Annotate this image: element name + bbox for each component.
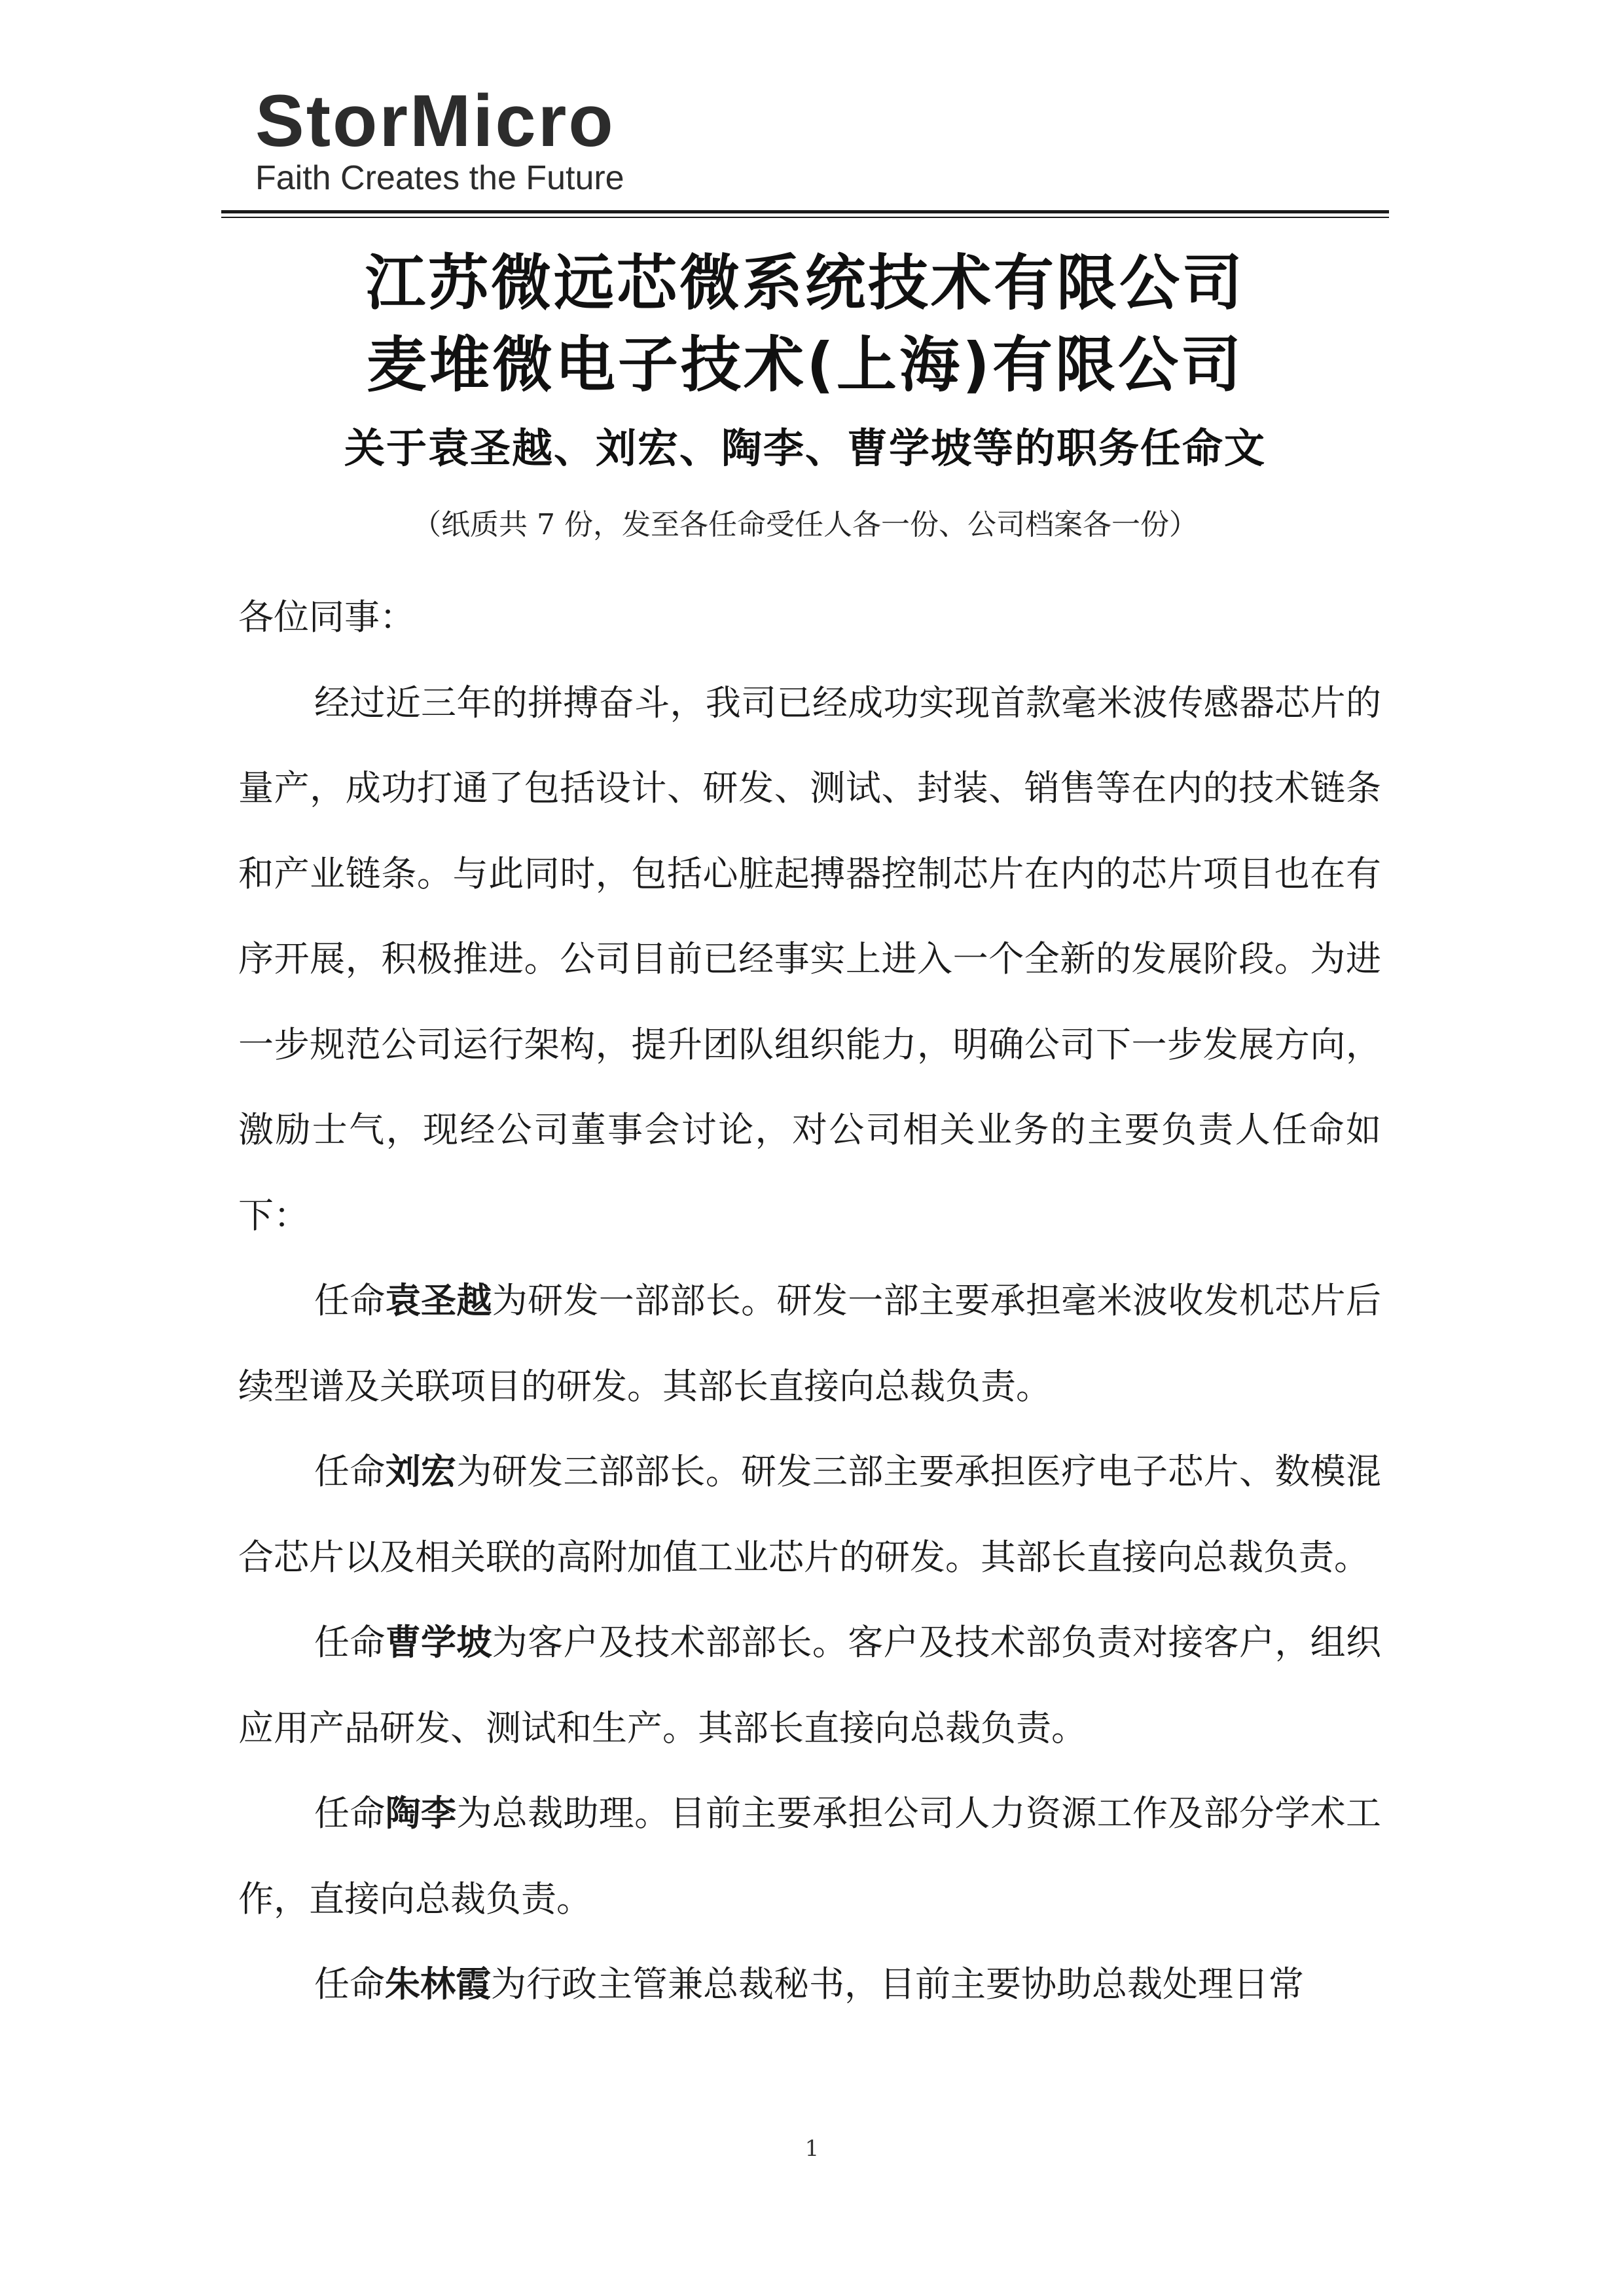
company-logo — [255, 79, 713, 198]
appointment-prefix: 任命 — [314, 1793, 386, 1834]
company-name-2: 麦堆微电子技术(上海)有限公司 — [366, 330, 1244, 400]
logo-tagline: Faith Creates the Future — [255, 159, 624, 197]
appointment-prefix: 任命 — [314, 1963, 385, 2005]
company-name-1: 江苏微远芯微系统技术有限公司 — [365, 248, 1245, 318]
appointment-paragraph — [238, 1942, 1381, 2028]
appointment-text: 为行政主管兼总裁秘书，目前主要协助总裁处理日常 — [491, 1963, 1304, 2005]
appointment-prefix: 任命 — [314, 1451, 386, 1492]
appointment-paragraph — [238, 1771, 1381, 1942]
appointment-prefix: 任命 — [314, 1622, 386, 1663]
appointment-paragraph — [238, 1600, 1381, 1771]
document-body — [238, 575, 1381, 2028]
copies-note: （纸质共 7 份，发至各任命受任人各一份、公司档案各一份） — [412, 508, 1198, 541]
appointment-text: 为总裁助理。目前主要承担公司人力资源工作及部分学术工作，直接向总裁负责。 — [238, 1793, 1382, 1920]
document-subject: 关于袁圣越、刘宏、陶李、曹学坡等的职务任命文 — [344, 424, 1266, 472]
salutation: 各位同事： — [238, 596, 415, 638]
intro-paragraph: 经过近三年的拼搏奋斗，我司已经成功实现首款毫米波传感器芯片的量产，成功打通了包括设计、研发、测试、封装、销售等在内的技术链条和产业链条。与此同时，包括心脏起搏器控制芯片在内的芯片项目也在有序开展，积极推进。公司目前已经事实上进入一个全新的发展阶段。为进一步规范公司运行架构，提升团队组织能力，明确公司下一步发展方向，激励士气，现经公司董事会讨论，对公司相关业务的主要负责人任命如下： — [238, 682, 1381, 1236]
appointee-name: 曹学坡 — [385, 1622, 492, 1663]
appointment-text: 为研发一部部长。研发一部主要承担毫米波收发机芯片后续型谱及关联项目的研发。其部长直接向总裁负责。 — [238, 1280, 1382, 1407]
appointment-text: 为研发三部部长。研发三部主要承担医疗电子芯片、数模混合芯片以及相关联的高附加值工业芯片的研发。其部长直接向总裁负责。 — [238, 1451, 1382, 1578]
appointee-name: 刘宏 — [385, 1451, 457, 1492]
appointee-name: 朱林霞 — [385, 1963, 491, 2005]
logo-wordmark: StorMicro — [255, 80, 615, 162]
appointment-text: 为客户及技术部部长。客户及技术部负责对接客户，组织应用产品研发、测试和生产。其部长直接向总裁负责。 — [238, 1622, 1382, 1749]
appointment-prefix: 任命 — [314, 1280, 386, 1321]
header-divider — [221, 210, 1389, 218]
page-number: 1 — [804, 2136, 820, 2162]
appointment-paragraph — [238, 1429, 1381, 1600]
appointee-name: 袁圣越 — [385, 1280, 492, 1321]
appointee-name: 陶李 — [385, 1793, 457, 1834]
appointment-paragraph — [238, 1258, 1381, 1429]
